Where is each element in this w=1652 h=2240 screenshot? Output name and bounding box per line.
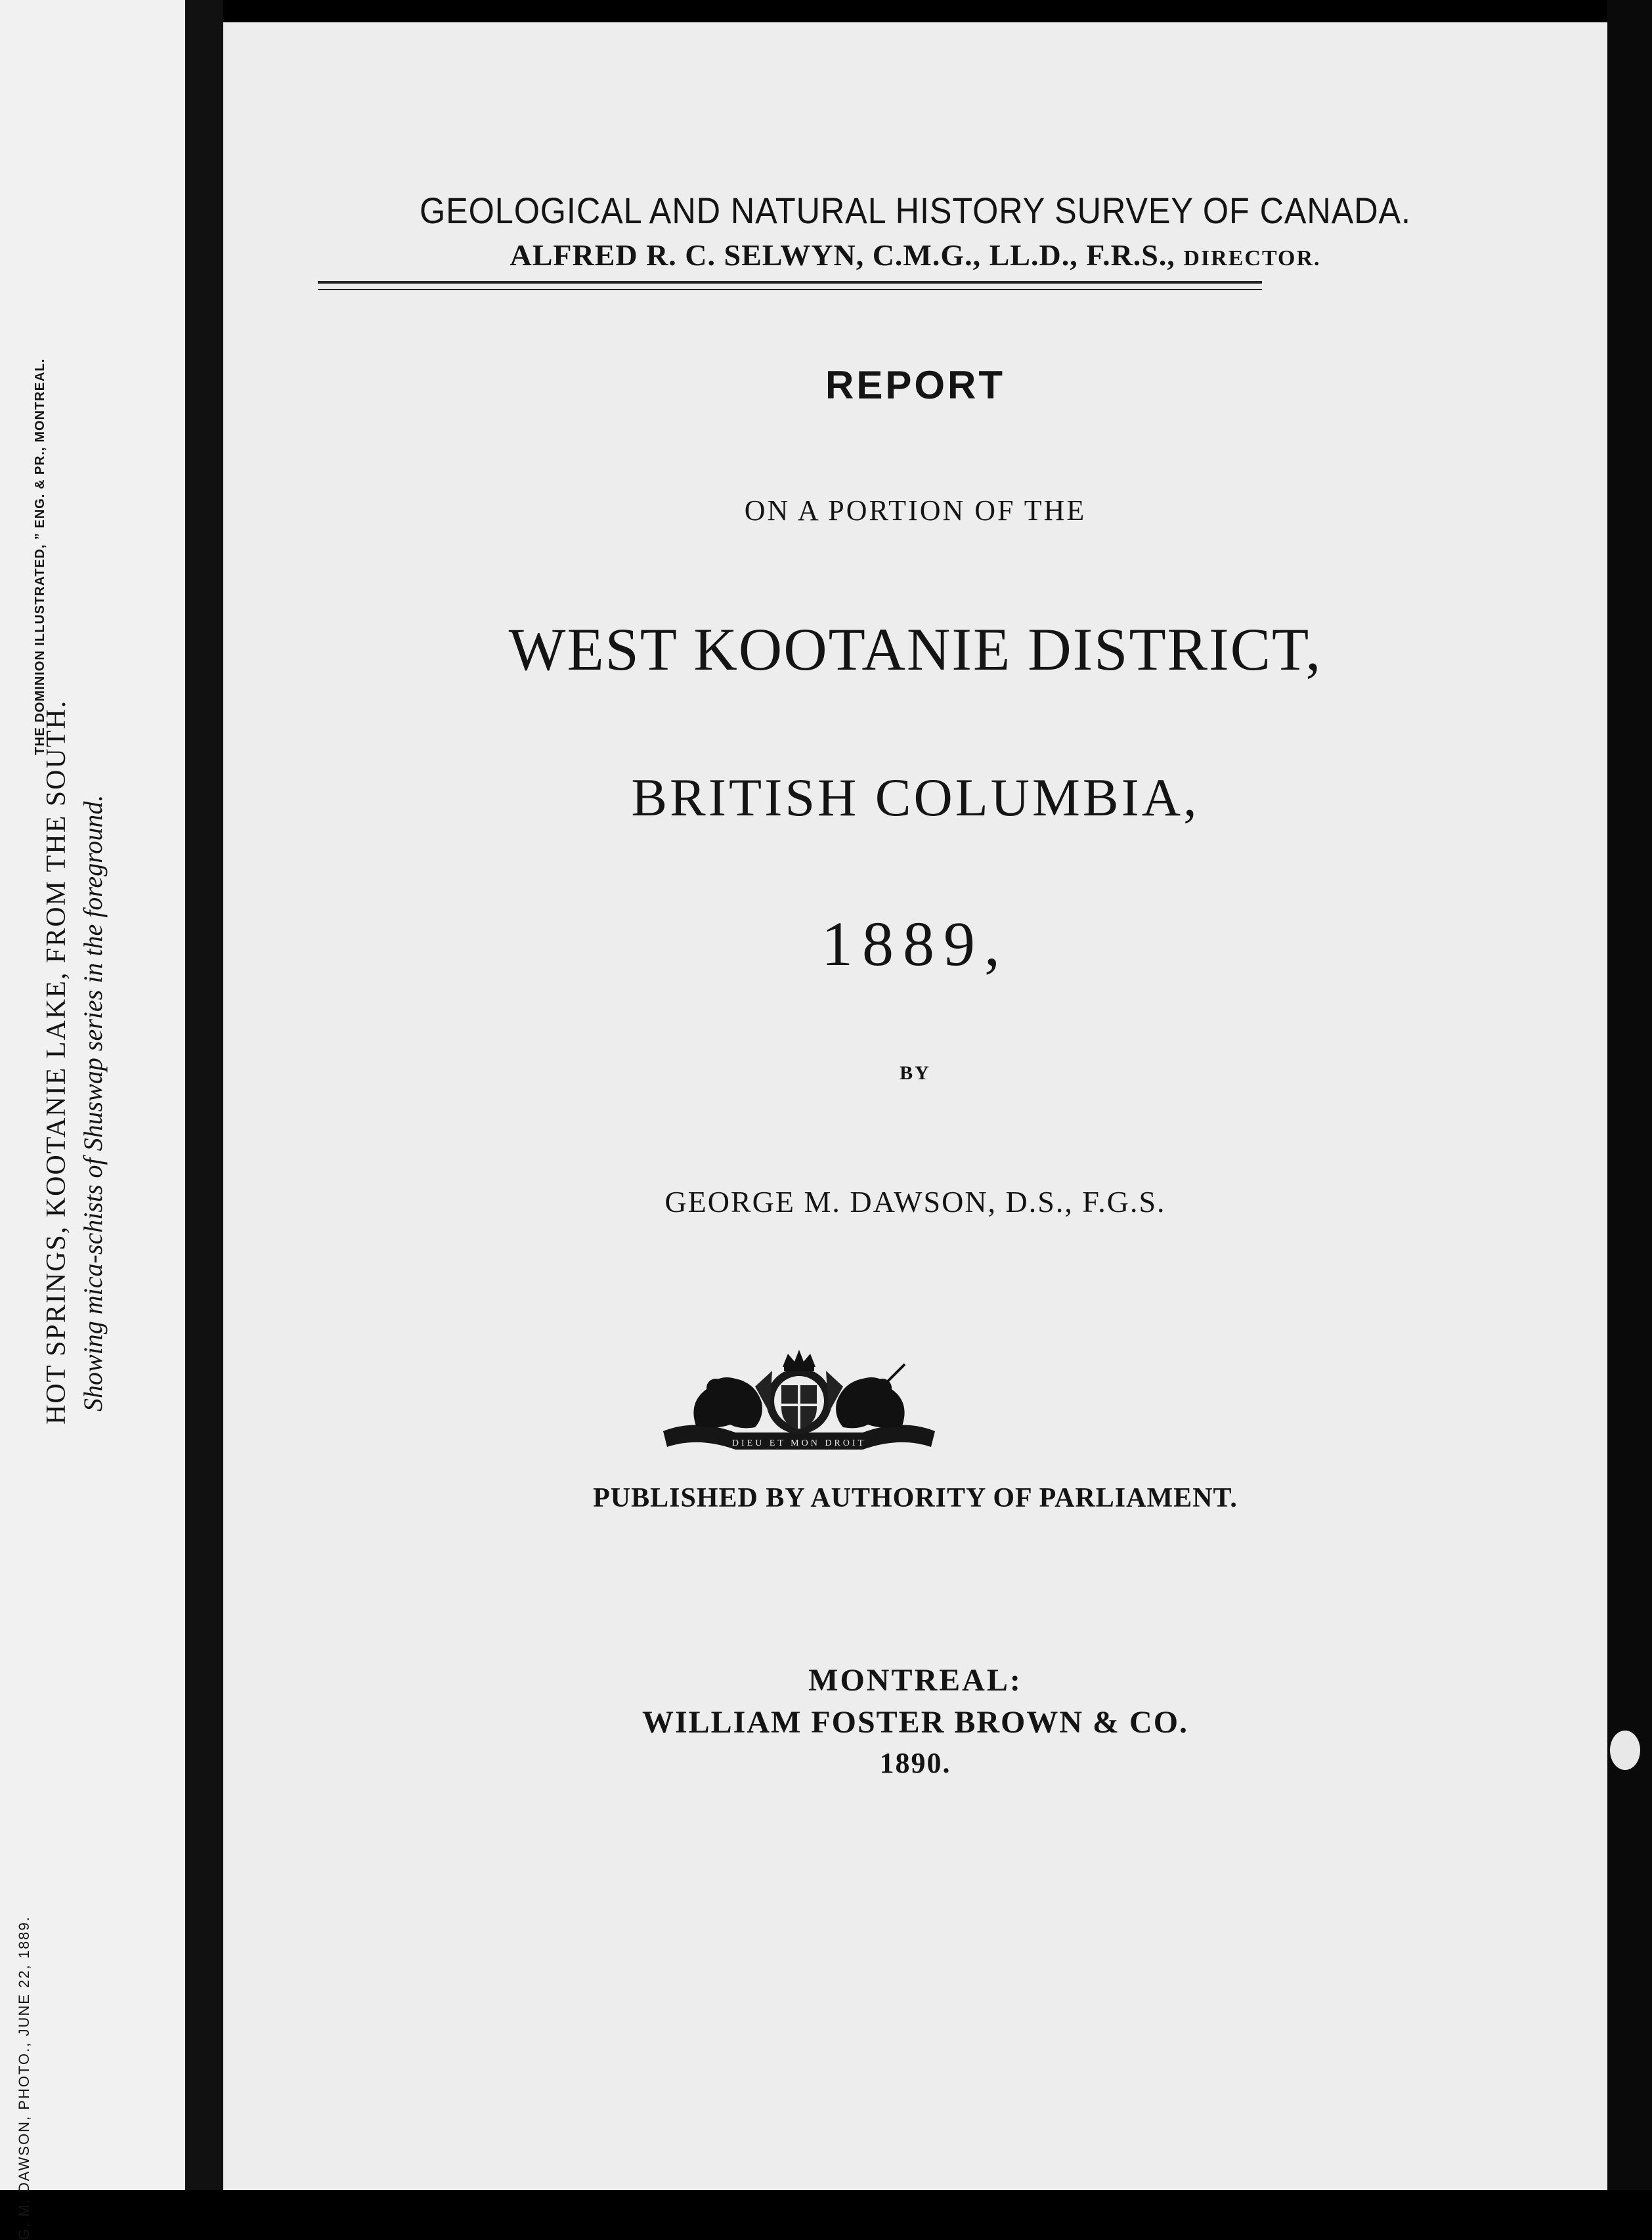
director-line: [223, 238, 1607, 272]
director-title: DIRECTOR.: [1183, 246, 1321, 270]
frontispiece-subcaption: Showing mica-schists of Shuswap series in the foreground.: [78, 794, 108, 1411]
report-year: 1889,: [821, 909, 1009, 979]
royal-coat-of-arms-icon: [657, 1347, 942, 1457]
right-page-edge: [1607, 0, 1652, 2190]
imprint-city: MONTREAL:: [808, 1663, 1022, 1698]
director-name: ALFRED R. C. SELWYN, C.M.G., LL.D., F.R.S.,: [510, 238, 1184, 272]
imprint-publisher: WILLIAM FOSTER BROWN & CO.: [641, 1705, 1189, 1740]
title-page: [223, 22, 1607, 2190]
publication-authority: PUBLISHED BY AUTHORITY OF PARLIAMENT.: [593, 1483, 1238, 1513]
frontispiece-page-edge: [0, 0, 185, 2240]
report-heading: REPORT: [825, 363, 1006, 407]
institution-heading: GEOLOGICAL AND NATURAL HISTORY SURVEY OF CANADA.: [420, 190, 1411, 231]
crest-motto: DIEU ET MON DROIT: [731, 1438, 867, 1448]
portion-line: ON A PORTION OF THE: [744, 494, 1087, 527]
book-gutter: [185, 0, 223, 2190]
district-title: WEST KOOTANIE DISTRICT,: [508, 616, 1322, 683]
header-rule-thick: [318, 281, 1262, 284]
province-title: BRITISH COLUMBIA,: [631, 767, 1200, 827]
imprint-year: 1890.: [879, 1747, 951, 1779]
engraver-credit: THE DOMINION ILLUSTRATED, ” ENG. & PR., MONTREAL.: [33, 358, 47, 755]
frontispiece-caption: HOT SPRINGS, KOOTANIE LAKE, FROM THE SOUTH.: [41, 699, 72, 1425]
author-name: GEORGE M. DAWSON, D.S., F.G.S.: [664, 1185, 1166, 1218]
photo-credit: G. M. DAWSON, PHOTO., JUNE 22, 1889.: [16, 1916, 32, 2240]
paper-stain: [1610, 1731, 1640, 1770]
header-rule-thin: [318, 289, 1262, 290]
by-label: BY: [900, 1062, 931, 1084]
